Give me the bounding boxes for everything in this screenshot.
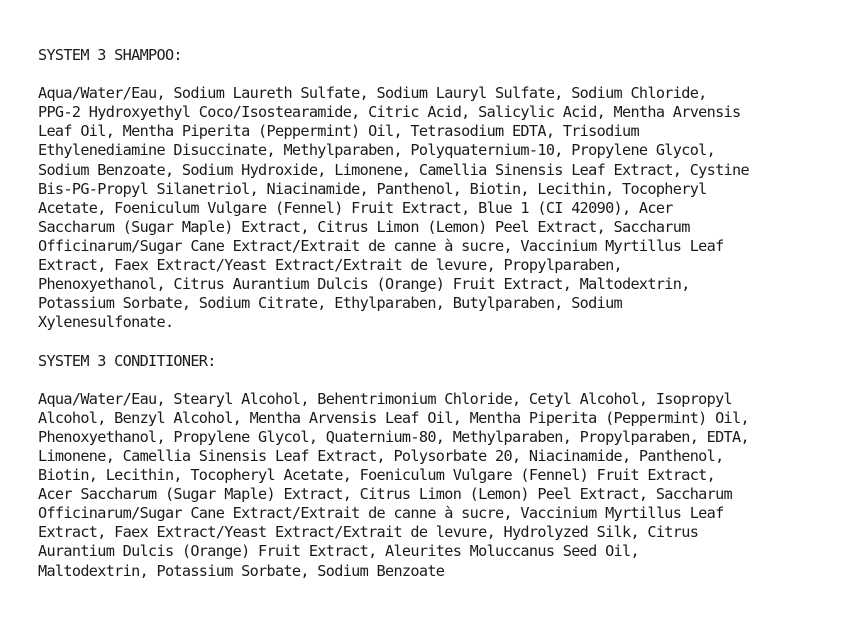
text-line: Saccharum (Sugar Maple) Extract, Citrus Limon (Lemon) Peel Extract, Saccharum (38, 217, 690, 236)
shampoo-title: SYSTEM 3 SHAMPOO: (38, 46, 182, 64)
text-line: Officinarum/Sugar Cane Extract/Extrait de canne à sucre, Vaccinium Myrtillus Leaf (38, 236, 724, 255)
text-line: Aurantium Dulcis (Orange) Fruit Extract, Aleurites Moluccanus Seed Oil, (38, 542, 639, 561)
text-line: Extract, Faex Extract/Yeast Extract/Extrait de levure, Propylparaben, (38, 256, 622, 275)
text-line: Xylenesulfonate. (38, 313, 174, 332)
text-line: Limonene, Camellia Sinensis Leaf Extract, Polysorbate 20, Niacinamide, Panthenol, (38, 446, 724, 465)
text-line: Ethylenediamine Disuccinate, Methylparaben, Polyquaternium-10, Propylene Glycol, (38, 141, 716, 160)
text-line: Bis-PG-Propyl Silanetriol, Niacinamide, Panthenol, Biotin, Lecithin, Tocopheryl (38, 179, 707, 198)
conditioner-title: SYSTEM 3 CONDITIONER: (38, 351, 216, 370)
ingredients-document (38, 46, 828, 600)
conditioner-section (38, 352, 828, 581)
text-line: Acer Saccharum (Sugar Maple) Extract, Citrus Limon (Lemon) Peel Extract, Saccharum (38, 485, 733, 504)
text-line: Officinarum/Sugar Cane Extract/Extrait de canne à sucre, Vaccinium Myrtillus Leaf (38, 504, 724, 523)
text-line: Sodium Benzoate, Sodium Hydroxide, Limonene, Camellia Sinensis Leaf Extract, Cystine (38, 160, 749, 179)
text-line: Alcohol, Benzyl Alcohol, Mentha Arvensis Leaf Oil, Mentha Piperita (Peppermint) Oil, (38, 408, 749, 427)
text-line: Leaf Oil, Mentha Piperita (Peppermint) Oil, Tetrasodium EDTA, Trisodium (38, 122, 639, 141)
conditioner-ingredients (38, 390, 828, 581)
text-line: Biotin, Lecithin, Tocopheryl Acetate, Foeniculum Vulgare (Fennel) Fruit Extract, (38, 466, 716, 485)
shampoo-section (38, 46, 828, 332)
text-line: Acetate, Foeniculum Vulgare (Fennel) Fruit Extract, Blue 1 (CI 42090), Acer (38, 198, 673, 217)
text-line: Aqua/Water/Eau, Sodium Laureth Sulfate, Sodium Lauryl Sulfate, Sodium Chloride, (38, 84, 707, 103)
text-line: Phenoxyethanol, Citrus Aurantium Dulcis (Orange) Fruit Extract, Maltodextrin, (38, 275, 690, 294)
shampoo-ingredients (38, 84, 828, 332)
text-line: Maltodextrin, Potassium Sorbate, Sodium Benzoate (38, 561, 445, 580)
text-line: Phenoxyethanol, Propylene Glycol, Quaternium-80, Methylparaben, Propylparaben, EDTA, (38, 427, 749, 446)
text-line: Extract, Faex Extract/Yeast Extract/Extrait de levure, Hydrolyzed Silk, Citrus (38, 523, 699, 542)
text-line: Aqua/Water/Eau, Stearyl Alcohol, Behentrimonium Chloride, Cetyl Alcohol, Isopropyl (38, 389, 733, 408)
text-line: Potassium Sorbate, Sodium Citrate, Ethylparaben, Butylparaben, Sodium (38, 294, 622, 313)
text-line: PPG-2 Hydroxyethyl Coco/Isostearamide, Citric Acid, Salicylic Acid, Mentha Arvensis (38, 103, 741, 122)
